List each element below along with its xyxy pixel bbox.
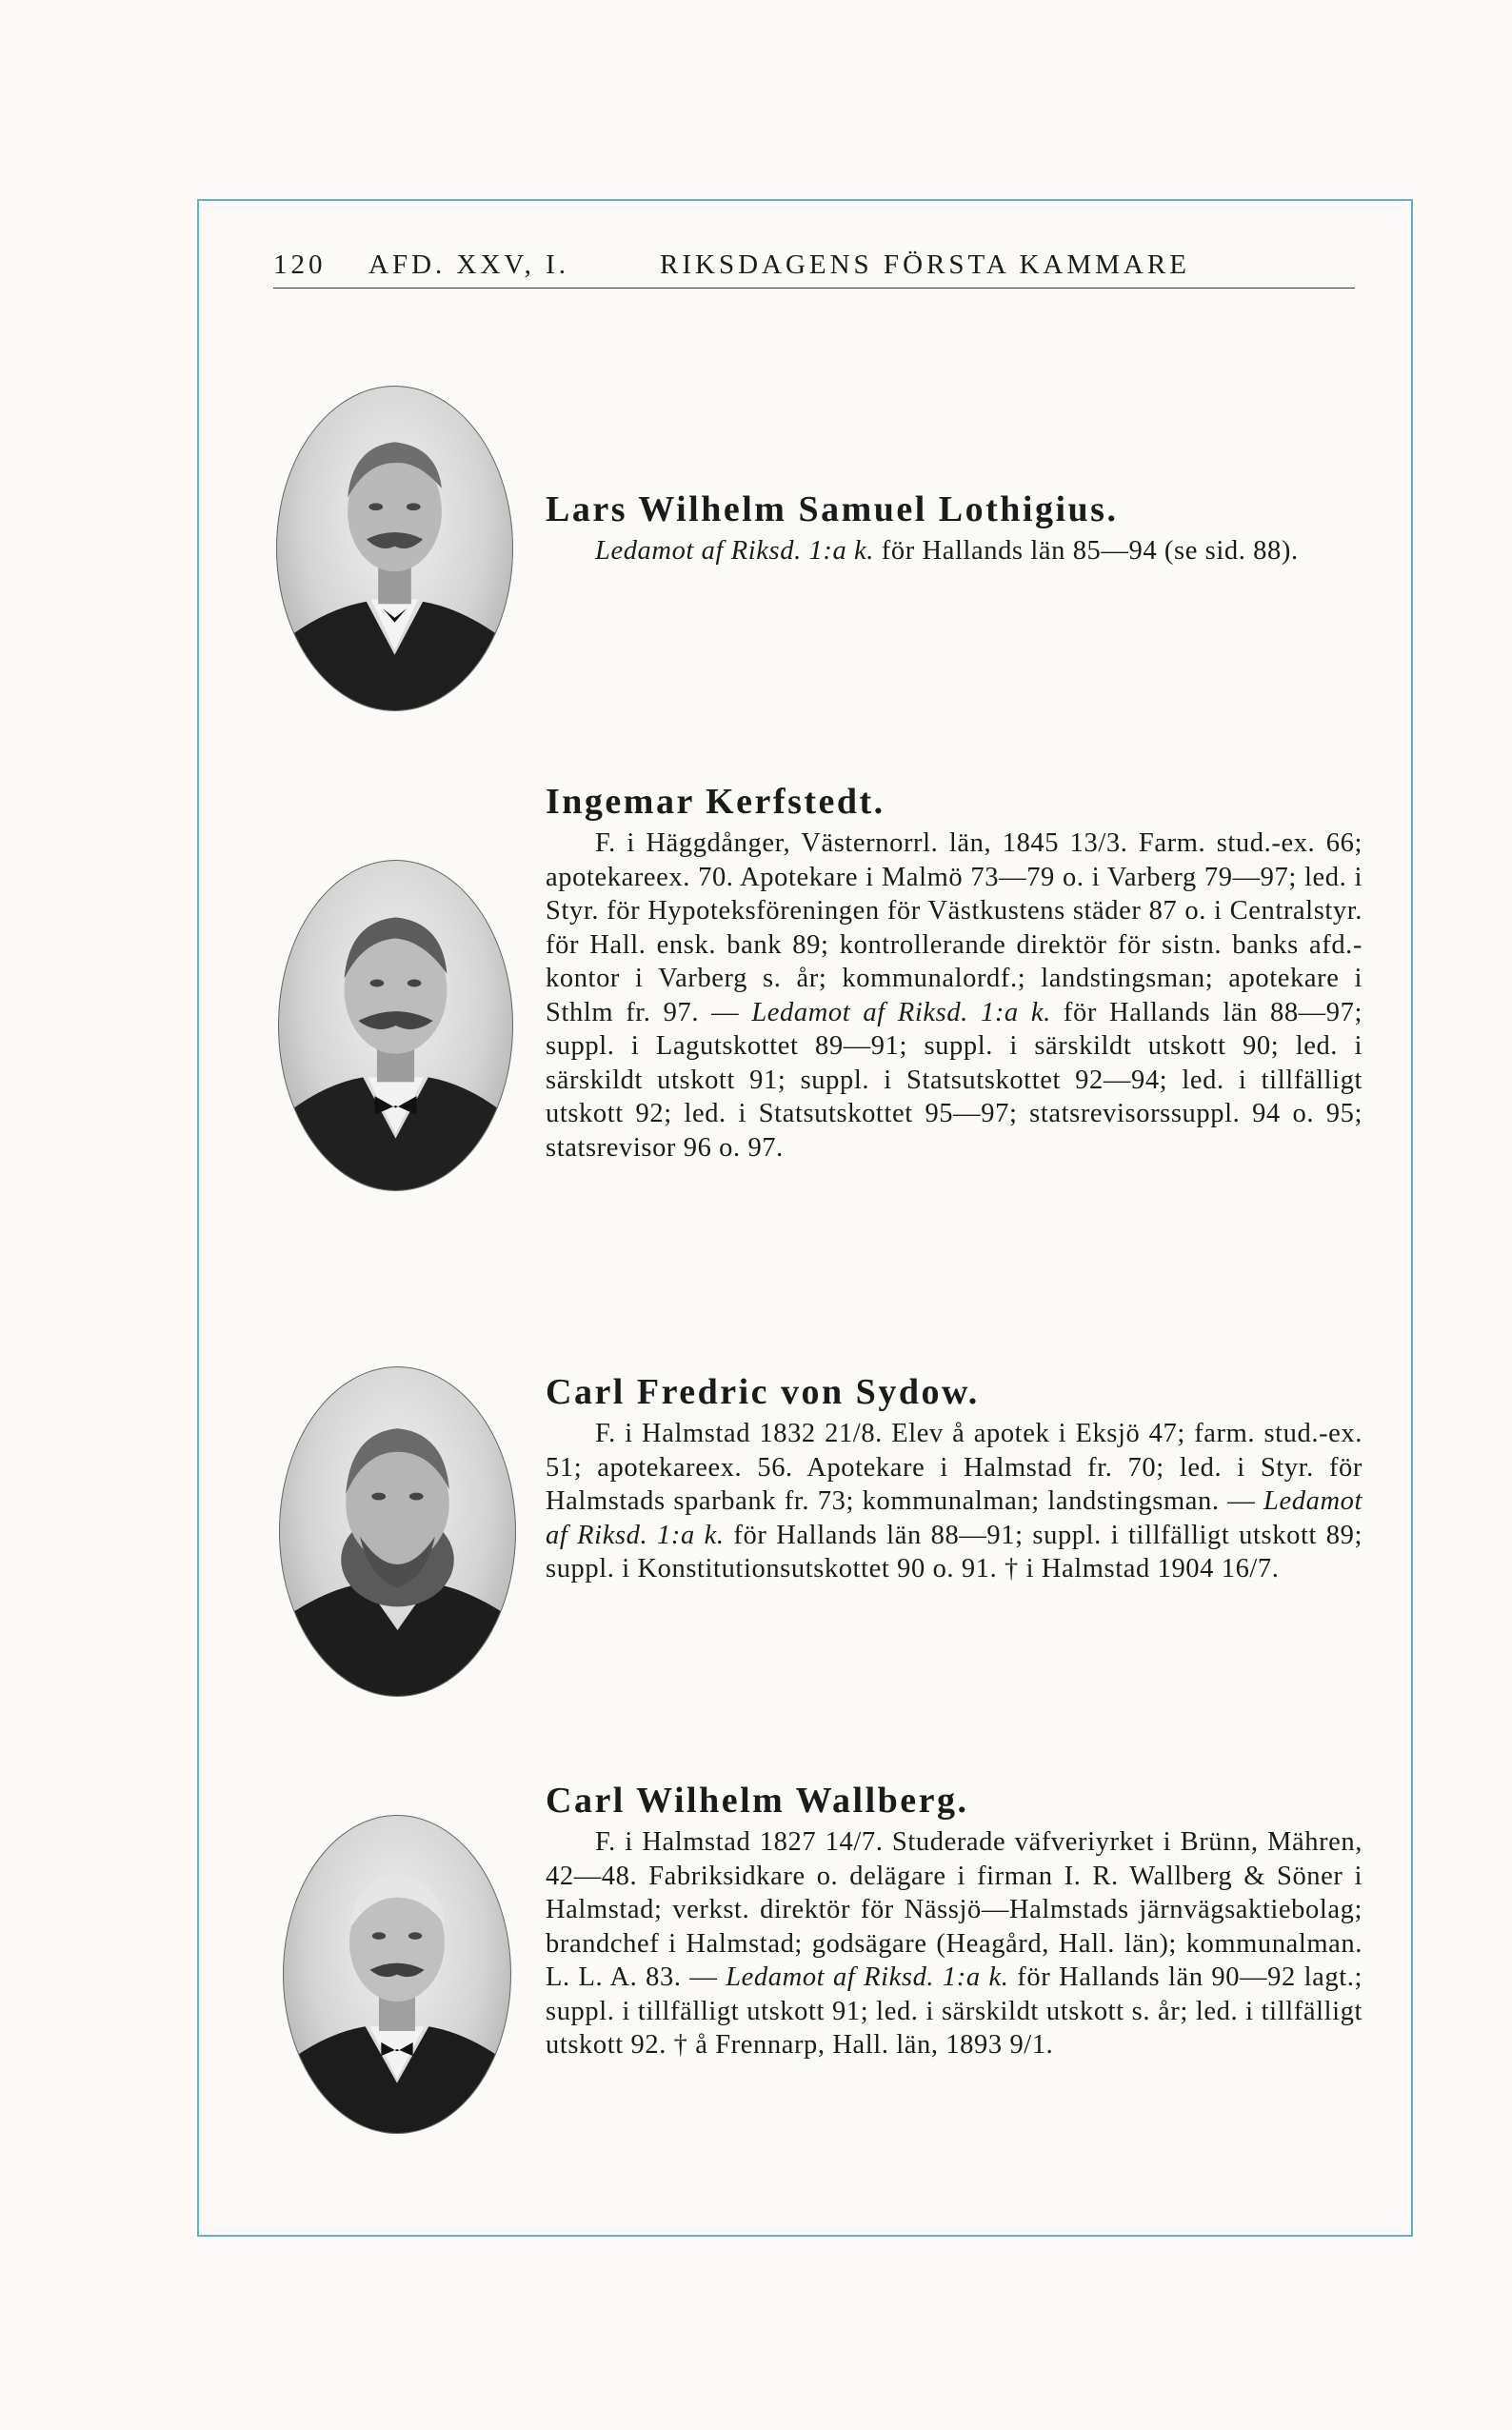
entry-name: Carl Fredric von Sydow. [546, 1372, 980, 1412]
entry-bio [546, 1417, 1363, 1586]
entry-bio [546, 1825, 1363, 2062]
bio-fragment: för Hallands län 88—97; suppl. i Lagutskottet 89—91; suppl. i särskildt utskott 90; led. i särskildt utskott 91; suppl. i Statsutskottet 92—94; led. i tillfälligt utskott 92; led. i Statsutskottet 95—97; statsrevisorssuppl. 94 o. 95; statsrevisor 96 o. 97. [546, 997, 1363, 1163]
entry-lothigius [546, 485, 1363, 568]
bio-fragment: för Hallands län 85—94 (se sid. 88). [874, 536, 1299, 566]
entry-von-sydow [546, 1367, 1363, 1586]
bio-fragment: Ledamot af Riksd. 1:a k. [595, 536, 875, 566]
bio-fragment: Ledamot af Riksd. 1:a k. [726, 1962, 1009, 1992]
bio-fragment: för Hallands län 88—91; suppl. i tillfälligt utskott 89; suppl. i Konstitutionsutskottet 90 o. 91. † i Halmstad 1904 16/7. [546, 1520, 1363, 1583]
bio-fragment: Ledamot af Riksd. 1:a k. [546, 1486, 1363, 1550]
running-title: RIKSDAGENS FÖRSTA KAMMARE [660, 249, 1190, 280]
entry-bio [546, 827, 1363, 1165]
portrait-von-sydow [279, 1366, 516, 1697]
entry-bio [546, 534, 1363, 568]
page-header [273, 244, 1355, 289]
bio-fragment: F. i Halmstad 1827 14/7. Studerade väfveriyrket i Brünn, Mähren, 42—48. Fabriksidkare o. delägare i firman I. R. Wallberg & Söner i Halmstad; verkst. direktör för Nässjö—Halmstads järnvägsaktiebolag; brandchef i Halmstad; godsägare (Heagård, Hall. län); kommunalman. L. L. A. 83. — [546, 1827, 1363, 1992]
bio-fragment: Ledamot af Riksd. 1:a k. [751, 997, 1051, 1027]
bio-fragment: F. i Häggdånger, Västernorrl. län, 1845 13/3. Farm. stud.-ex. 66; apotekareex. 70. Apotekare i Malmö 73—79 o. i Varberg 79—97; led. i Styr. för Hypoteksföreningen för Västkustens städer 87 o. i Centralstyr. för Hall. ensk. bank 89; kontrollerande direktör för sistn. banks afd.-kontor i Varberg s. år; kommunalordf.; landstingsman; apotekare i Sthlm fr. 97. — [546, 828, 1363, 1027]
entry-name: Lars Wilhelm Samuel Lothigius. [546, 489, 1119, 529]
entry-name: Ingemar Kerfstedt. [546, 782, 885, 822]
page-number: 120 [273, 249, 327, 280]
portrait-wallberg [283, 1815, 511, 2134]
entry-wallberg [546, 1776, 1363, 2062]
portrait-lothigius [276, 386, 513, 711]
entry-name: Carl Wilhelm Wallberg. [546, 1781, 969, 1821]
entry-kerfstedt [546, 777, 1363, 1165]
portrait-kerfstedt [278, 860, 513, 1191]
section-label: AFD. XXV, I. [368, 249, 570, 280]
bio-fragment: för Hallands län 90—92 lagt.; suppl. i tillfälligt utskott 91; led. i särskildt utskott s. år; led. i tillfälligt utskott 92. † å Frennarp, Hall. län, 1893 9/1. [546, 1962, 1363, 2060]
bio-fragment: F. i Halmstad 1832 21/8. Elev å apotek i Eksjö 47; farm. stud.-ex. 51; apotekareex. 56. Apotekare i Halmstad fr. 70; led. i Styr. för Halmstads sparbank fr. 73; kommunalman; landstingsman. — [546, 1419, 1363, 1516]
